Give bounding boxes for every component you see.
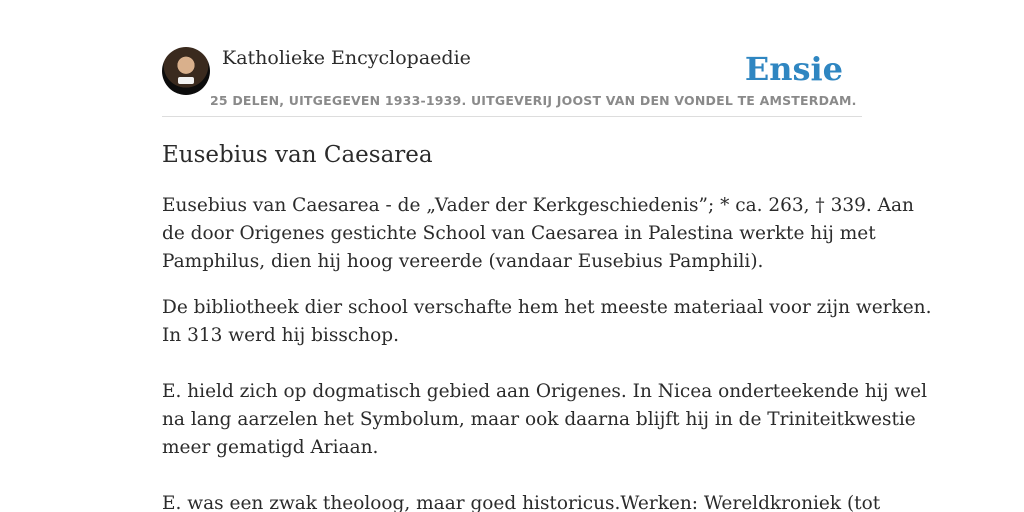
- text-line: Eusebius van Caesarea - de „Vader der Kerkgeschiedenis”; * ca. 263, † 339. Aan: [162, 195, 914, 216]
- article-body: [162, 192, 932, 512]
- article-paragraph: [162, 192, 914, 276]
- line-break: [162, 350, 862, 378]
- text-line: Pamphilus, dien hij hoog vereerde (vandaar Eusebius Pamphili).: [162, 251, 764, 272]
- portrait-collar: [178, 77, 194, 84]
- text-line: In 313 werd hij bisschop.: [162, 325, 399, 346]
- text-line: E. hield zich op dogmatisch gebied aan Origenes. In Nicea onderteekende hij wel: [162, 381, 928, 402]
- avatar[interactable]: [162, 47, 210, 95]
- article-title: Eusebius van Caesarea: [162, 142, 433, 168]
- site-header: [162, 0, 862, 117]
- page: [162, 0, 932, 512]
- line-break: [162, 462, 862, 490]
- text-line: de door Origenes gestichte School van Caesarea in Palestina werkte hij met: [162, 223, 876, 244]
- site-title[interactable]: Katholieke Encyclopaedie: [222, 47, 471, 69]
- text-line: meer gematigd Ariaan.: [162, 437, 379, 458]
- text-line: De bibliotheek dier school verschafte hem het meeste materiaal voor zijn werken.: [162, 297, 932, 318]
- article-paragraph: [162, 294, 932, 512]
- brand-logo[interactable]: Ensie: [744, 50, 843, 88]
- text-line: E. was een zwak theoloog, maar goed historicus.Werken: Wereldkroniek (tot: [162, 493, 881, 512]
- text-line: na lang aarzelen het Symbolum, maar ook daarna blijft hij in de Triniteitkwestie: [162, 409, 916, 430]
- encyclopedia-subtitle: 25 DELEN, UITGEGEVEN 1933-1939. UITGEVERIJ JOOST VAN DEN VONDEL TE AMSTERDAM.: [210, 93, 857, 108]
